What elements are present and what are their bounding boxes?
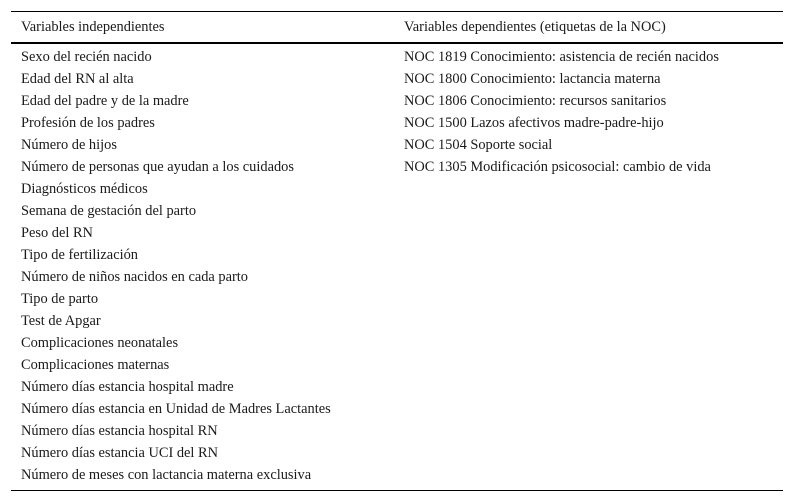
dependent-variable-cell: NOC 1800 Conocimiento: lactancia materna: [404, 71, 661, 87]
table-row: [11, 43, 783, 68]
independent-variable-cell: Número de meses con lactancia materna exclusiva: [21, 467, 312, 483]
independent-variable-cell: Número días estancia hospital madre: [21, 379, 234, 395]
table-row: [11, 310, 783, 332]
variables-table-container: [11, 11, 783, 491]
independent-variable-cell: Número de niños nacidos en cada parto: [21, 269, 248, 285]
table-row: [11, 68, 783, 90]
independent-variable-cell: Peso del RN: [21, 225, 93, 241]
header-independent-variables: Variables independientes: [21, 18, 165, 35]
dependent-variable-cell: [394, 420, 783, 442]
table-row: [11, 288, 783, 310]
independent-variable-cell: Complicaciones maternas: [21, 357, 170, 373]
dependent-variable-cell: [394, 178, 783, 200]
independent-variable-cell: Número días estancia en Unidad de Madres Lactantes: [21, 401, 331, 417]
independent-variable-cell: Complicaciones neonatales: [21, 335, 179, 351]
table-row: [11, 398, 783, 420]
dependent-variable-cell: [394, 266, 783, 288]
dependent-variable-cell: [394, 288, 783, 310]
independent-variable-cell: Profesión de los padres: [21, 115, 155, 131]
table-row: [11, 354, 783, 376]
independent-variable-cell: Sexo del recién nacido: [21, 49, 152, 65]
dependent-variable-cell: [394, 332, 783, 354]
independent-variable-cell: Número días estancia UCI del RN: [21, 445, 219, 461]
table-row: [11, 420, 783, 442]
table-row: [11, 376, 783, 398]
table-row: [11, 200, 783, 222]
independent-variable-cell: Diagnósticos médicos: [21, 181, 148, 197]
table-row: [11, 332, 783, 354]
independent-variable-cell: Semana de gestación del parto: [21, 203, 197, 219]
table-row: [11, 464, 783, 491]
independent-variable-cell: Número días estancia hospital RN: [21, 423, 218, 439]
dependent-variable-cell: [394, 310, 783, 332]
dependent-variable-cell: NOC 1500 Lazos afectivos madre-padre-hijo: [404, 115, 664, 131]
dependent-variable-cell: [394, 222, 783, 244]
table-row: [11, 156, 783, 178]
dependent-variable-cell: [394, 464, 783, 491]
table-header-row: [11, 12, 783, 44]
table-row: [11, 112, 783, 134]
table-row: [11, 134, 783, 156]
independent-variable-cell: Número de personas que ayudan a los cuidados: [21, 159, 294, 175]
table-row: [11, 266, 783, 288]
dependent-variable-cell: [394, 354, 783, 376]
dependent-variable-cell: [394, 200, 783, 222]
dependent-variable-cell: [394, 398, 783, 420]
independent-variable-cell: Tipo de parto: [21, 291, 99, 307]
table-body: [11, 43, 783, 491]
independent-variable-cell: Test de Apgar: [21, 313, 101, 329]
independent-variable-cell: Tipo de fertilización: [21, 247, 138, 263]
independent-variable-cell: Edad del padre y de la madre: [21, 93, 189, 109]
table-row: [11, 178, 783, 200]
dependent-variable-cell: NOC 1806 Conocimiento: recursos sanitarios: [404, 93, 667, 109]
table-row: [11, 442, 783, 464]
dependent-variable-cell: NOC 1819 Conocimiento: asistencia de recién nacidos: [404, 49, 719, 65]
variables-table: [11, 11, 783, 491]
dependent-variable-cell: NOC 1305 Modificación psicosocial: cambio de vida: [404, 159, 711, 175]
dependent-variable-cell: [394, 244, 783, 266]
independent-variable-cell: Número de hijos: [21, 137, 117, 153]
table-row: [11, 90, 783, 112]
table-row: [11, 222, 783, 244]
dependent-variable-cell: NOC 1504 Soporte social: [404, 137, 553, 153]
dependent-variable-cell: [394, 376, 783, 398]
independent-variable-cell: Edad del RN al alta: [21, 71, 134, 87]
dependent-variable-cell: [394, 442, 783, 464]
header-dependent-variables: Variables dependientes (etiquetas de la NOC): [404, 18, 666, 35]
table-row: [11, 244, 783, 266]
